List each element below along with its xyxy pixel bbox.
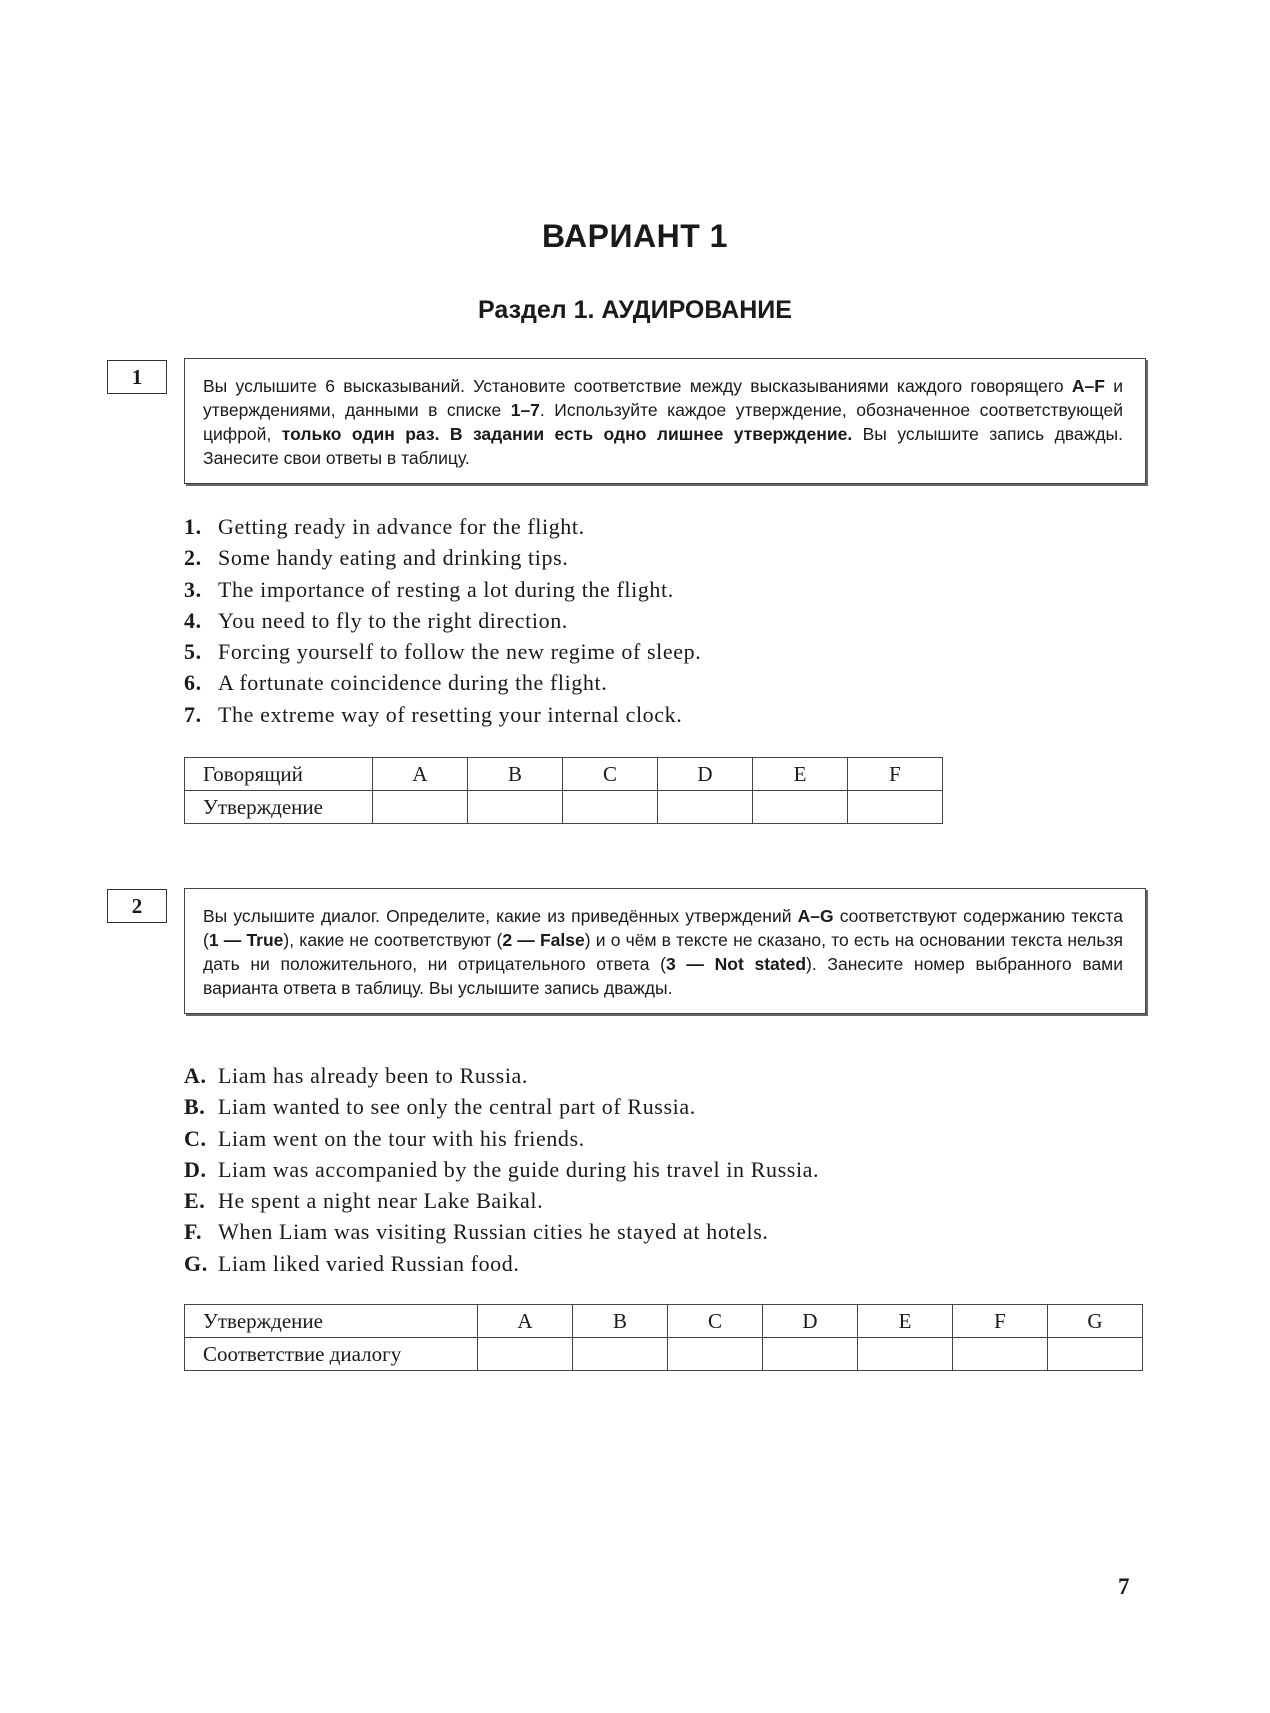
list-item (184, 542, 701, 573)
item-key: E. (184, 1188, 206, 1214)
answer-cell[interactable] (573, 1338, 668, 1371)
task-1-answer-row (185, 791, 943, 824)
item-text: Liam was accompanied by the guide during his travel in Russia. (218, 1156, 820, 1182)
answer-cell[interactable] (858, 1338, 953, 1371)
list-item (184, 605, 701, 636)
answer-cell[interactable] (953, 1338, 1048, 1371)
instruction-text-run: 2 — False (502, 930, 585, 950)
section-title: Раздел 1. АУДИРОВАНИЕ (478, 296, 792, 324)
list-item (184, 699, 701, 730)
list-item (184, 1123, 819, 1154)
task-1-statement-label: Утверждение (185, 791, 373, 824)
column-header: D (763, 1305, 858, 1338)
instruction-text-run: и утверждениями, данными в списке (203, 376, 1123, 420)
list-item (184, 574, 701, 605)
item-key: 4. (184, 607, 202, 633)
column-header: C (668, 1305, 763, 1338)
item-key: 7. (184, 701, 202, 727)
task-2-instruction (184, 888, 1146, 1014)
task-2-number: 2 (107, 889, 167, 923)
list-item (184, 1216, 819, 1247)
task-2-match-label: Соответствие диалогу (185, 1338, 478, 1371)
instruction-text-run: ), какие не соответствуют ( (283, 930, 503, 950)
task-2-statement-list (184, 1060, 819, 1279)
list-item (184, 667, 701, 698)
instruction-text-run: ) и о чём в тексте не сказано, то есть на основании текста нельзя дать ни положительного, ни отрицательного ответа ( (203, 930, 1123, 974)
answer-cell[interactable] (658, 791, 753, 824)
item-key: F. (184, 1219, 203, 1245)
item-text: The extreme way of resetting your internal clock. (218, 701, 683, 727)
item-key: 3. (184, 576, 202, 602)
column-header: B (468, 758, 563, 791)
list-item (184, 1091, 819, 1122)
task-1-number: 1 (107, 360, 167, 394)
item-text: Liam has already been to Russia. (218, 1063, 529, 1088)
item-text: Getting ready in advance for the flight. (218, 514, 585, 539)
item-text: Forcing yourself to follow the new regime of sleep. (218, 639, 702, 665)
instruction-text-run: . Используйте каждое утверждение, обозначенное соответствующей цифрой, (203, 400, 1124, 444)
item-text: Liam wanted to see only the central part of Russia. (218, 1094, 696, 1120)
answer-cell[interactable] (753, 791, 848, 824)
item-key: 5. (184, 639, 202, 665)
instruction-text-run: 1 — True (208, 930, 284, 950)
instruction-text-run: A–F (1071, 376, 1105, 396)
item-text: You need to fly to the right direction. (218, 607, 568, 633)
item-text: Liam liked varied Russian food. (218, 1250, 520, 1276)
answer-cell[interactable] (848, 791, 943, 824)
instruction-text-run: Вы услышите запись дважды. Занесите свои ответы в таблицу. (203, 424, 1123, 468)
instruction-text-run: 1–7 (510, 400, 540, 420)
instruction-text-run: Вы услышите 6 высказываний. Установите соответствие между высказываниями каждого говорящего (203, 376, 1072, 396)
column-header: F (953, 1305, 1048, 1338)
task-1-speaker-label: Говорящий (185, 758, 373, 791)
answer-cell[interactable] (1048, 1338, 1143, 1371)
item-key: 1. (184, 514, 202, 539)
item-key: C. (184, 1125, 207, 1151)
list-item (184, 1060, 819, 1091)
item-text: When Liam was visiting Russian cities he stayed at hotels. (218, 1219, 769, 1245)
task-1-instruction (184, 358, 1146, 484)
answer-cell[interactable] (668, 1338, 763, 1371)
item-key: G. (184, 1250, 208, 1276)
variant-title: ВАРИАНТ 1 (542, 218, 728, 254)
answer-cell[interactable] (373, 791, 468, 824)
column-header: E (753, 758, 848, 791)
page-number: 7 (1118, 1574, 1130, 1599)
item-text: Liam went on the tour with his friends. (218, 1125, 585, 1151)
instruction-text-run: соответствуют содержанию текста ( (203, 906, 1123, 950)
instruction-text-run: 3 — Not stated (665, 954, 807, 974)
item-text: The importance of resting a lot during the flight. (218, 576, 674, 602)
task-2-statement-label: Утверждение (185, 1305, 478, 1338)
item-text: A fortunate coincidence during the flight. (218, 670, 608, 696)
column-header: C (563, 758, 658, 791)
list-item (184, 511, 701, 542)
item-key: B. (184, 1094, 206, 1120)
list-item (184, 1154, 819, 1185)
item-key: 6. (184, 670, 202, 696)
item-text: He spent a night near Lake Baikal. (218, 1188, 544, 1214)
answer-cell[interactable] (478, 1338, 573, 1371)
answer-cell[interactable] (468, 791, 563, 824)
instruction-text-run: ). Занесите номер выбранного вами варианта ответа в таблицу. Вы услышите запись дважды. (203, 954, 1123, 998)
task-2-answer-row (185, 1338, 1143, 1371)
task-2-header-row (185, 1305, 1143, 1338)
item-key: A. (184, 1063, 207, 1088)
task-1-statement-list (184, 511, 701, 730)
column-header: G (1048, 1305, 1143, 1338)
task-1-answer-table (184, 757, 943, 824)
item-text: Some handy eating and drinking tips. (218, 545, 569, 571)
item-key: 2. (184, 545, 202, 571)
instruction-text-run: Вы услышите диалог. Определите, какие из приведённых утверждений (203, 906, 798, 926)
column-header: D (658, 758, 753, 791)
task-1-header-row (185, 758, 943, 791)
list-item (184, 1248, 819, 1279)
column-header: F (848, 758, 943, 791)
list-item (184, 1185, 819, 1216)
instruction-text-run: только один раз. В задании есть одно лишнее утверждение. (281, 424, 853, 444)
list-item (184, 636, 701, 667)
column-header: E (858, 1305, 953, 1338)
answer-cell[interactable] (763, 1338, 858, 1371)
answer-cell[interactable] (563, 791, 658, 824)
task-2-answer-table (184, 1304, 1143, 1371)
column-header: A (478, 1305, 573, 1338)
column-header: B (573, 1305, 668, 1338)
column-header: A (373, 758, 468, 791)
instruction-text-run: A–G (797, 906, 834, 926)
item-key: D. (184, 1156, 207, 1182)
